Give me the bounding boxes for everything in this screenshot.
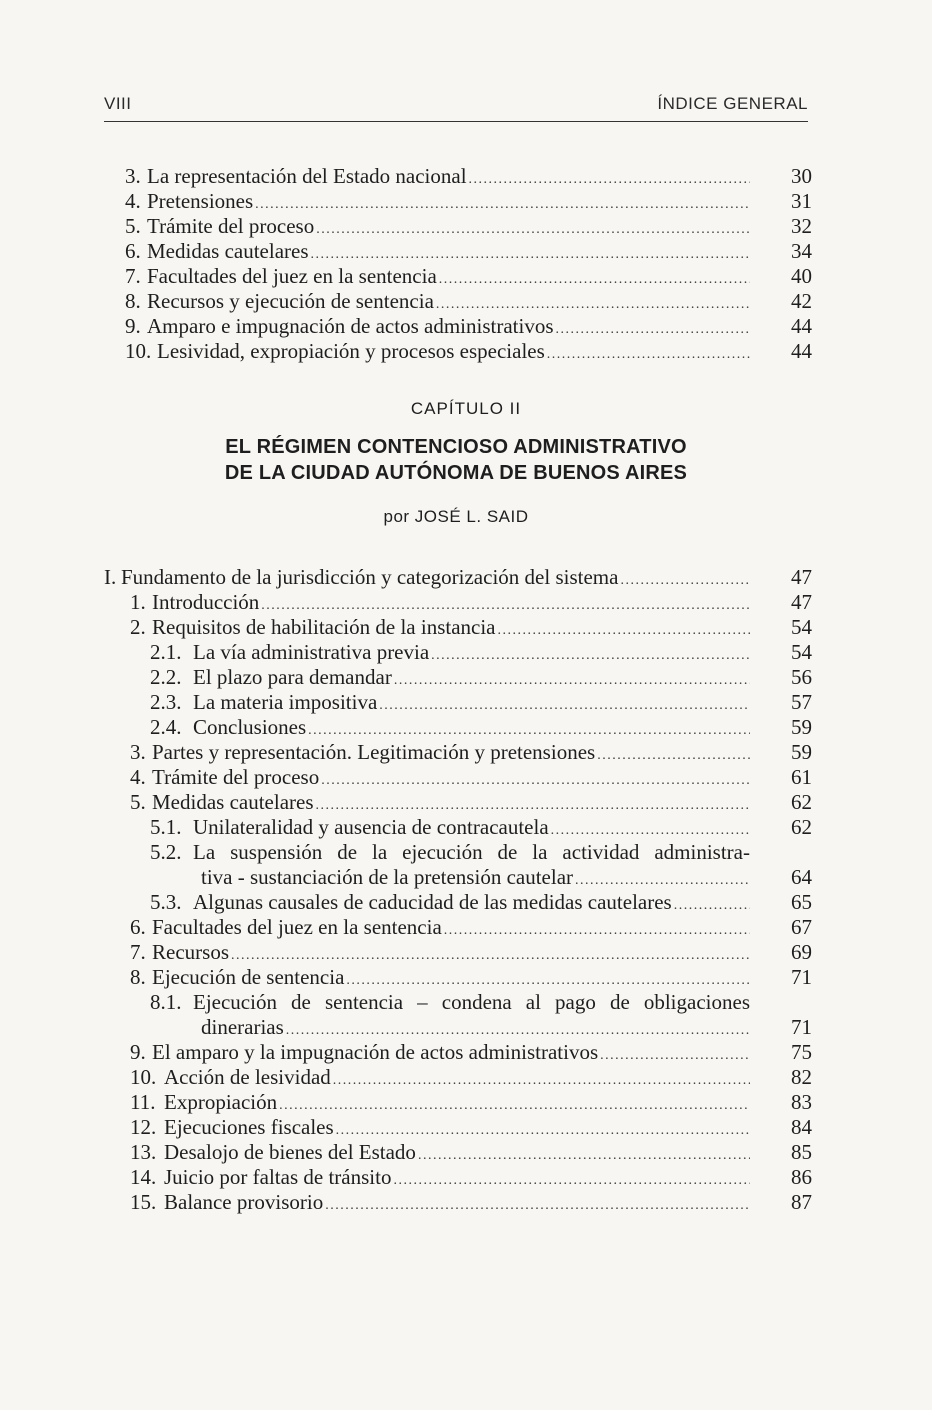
toc-entry-number: 8. <box>130 965 146 989</box>
toc-entry-page: 75 <box>791 1040 812 1064</box>
toc-entry-number: 6. <box>125 239 141 263</box>
toc-entry-title: Juicio por faltas de tránsito <box>164 1165 392 1189</box>
header-rule <box>104 121 808 122</box>
chapter-author: por JOSÉ L. SAID <box>383 507 529 526</box>
toc-entry <box>125 289 812 314</box>
toc-entry <box>104 565 812 590</box>
chapter-title-line-2: DE LA CIUDAD AUTÓNOMA DE BUENOS AIRES <box>224 462 688 484</box>
toc-entry-page: 47 <box>791 565 812 589</box>
page-number: VIII <box>104 94 132 113</box>
toc-entry-title: Acción de lesividad <box>164 1065 331 1089</box>
toc-entry-title: Trámite del proceso <box>147 214 315 238</box>
toc-entry-number: 2. <box>130 615 146 639</box>
toc-entry <box>130 615 812 640</box>
toc-entry <box>150 890 812 915</box>
toc-entry-number: 12. <box>130 1115 157 1139</box>
toc-entry-continuation <box>201 865 812 890</box>
toc-entry-title: Ejecuciones fiscales <box>164 1115 334 1139</box>
toc-entry-page: 83 <box>791 1090 812 1114</box>
toc-entry-title: El plazo para demandar <box>193 665 392 689</box>
toc-entry-title: Ejecución de sentencia <box>152 965 345 989</box>
toc-entry <box>130 965 812 990</box>
toc-entry-page: 54 <box>791 640 812 664</box>
toc-entry-number: 6. <box>130 915 146 939</box>
toc-entry <box>150 990 812 1015</box>
toc-entry-number: 14. <box>130 1165 157 1189</box>
chapter-title-line-1: EL RÉGIMEN CONTENCIOSO ADMINISTRATIVO <box>225 436 687 458</box>
toc-entry-page: 54 <box>791 615 812 639</box>
toc-entry <box>130 590 812 615</box>
toc-entry-number: 11. <box>130 1090 156 1114</box>
toc-entry-page: 64 <box>791 865 812 889</box>
toc-entry-number: I. <box>104 565 117 589</box>
toc-entry-title: Partes y representación. Legitimación y pretensiones <box>152 740 596 764</box>
toc-entry <box>150 815 812 840</box>
toc-entry-page: 62 <box>791 790 812 814</box>
toc-entry <box>130 1065 812 1090</box>
toc-entry-page: 47 <box>791 590 812 614</box>
toc-entry-title: Lesividad, expropiación y procesos especiales <box>157 339 545 363</box>
toc-entry <box>130 1040 812 1065</box>
toc-entry-number: 5. <box>125 214 141 238</box>
toc-entry-number: 7. <box>130 940 146 964</box>
toc-entry-number: 5.2. <box>150 840 182 864</box>
toc-entry <box>125 264 812 289</box>
toc-entry-number: 2.4. <box>150 715 182 739</box>
toc-entry-number: 3. <box>130 740 146 764</box>
toc-entry-page: 30 <box>791 164 812 188</box>
toc-entry-title: La suspensión de la ejecución de la actividad administra- <box>193 840 750 864</box>
toc-entry-page: 71 <box>791 965 812 989</box>
toc-entry-number: 2.1. <box>150 640 182 664</box>
toc-entry-title: Recursos <box>152 940 229 964</box>
toc-entry-page: 34 <box>791 239 812 263</box>
toc-entry-title: Facultades del juez en la sentencia <box>147 264 437 288</box>
toc-entry-page: 42 <box>791 289 812 313</box>
toc-entry-number: 10. <box>130 1065 157 1089</box>
toc-entry-title: Trámite del proceso <box>152 765 320 789</box>
toc-entry-number: 2.2. <box>150 665 182 689</box>
toc-entry-page: 40 <box>791 264 812 288</box>
toc-entry-page: 57 <box>791 690 812 714</box>
toc-entry <box>150 690 812 715</box>
toc-entry <box>125 314 812 339</box>
toc-entry-page: 85 <box>791 1140 812 1164</box>
toc-entry-page: 67 <box>791 915 812 939</box>
toc-entry-number: 5.1. <box>150 815 182 839</box>
toc-entry-title: Expropiación <box>164 1090 278 1114</box>
toc-entry-title: La vía administrativa previa <box>193 640 430 664</box>
toc-entry-title: Medidas cautelares <box>152 790 314 814</box>
toc-entry <box>130 1190 812 1215</box>
toc-entry-number: 10. <box>125 339 152 363</box>
toc-entry-number: 4. <box>125 189 141 213</box>
dot-leader <box>547 342 750 367</box>
toc-entry-title: Desalojo de bienes del Estado <box>164 1140 416 1164</box>
toc-entry <box>130 740 812 765</box>
toc-entry-number: 2.3. <box>150 690 182 714</box>
toc-entry-number: 9. <box>130 1040 146 1064</box>
toc-entry-page: 86 <box>791 1165 812 1189</box>
toc-entry <box>130 1140 812 1165</box>
toc-entry <box>150 840 812 865</box>
toc-entry-page: 61 <box>791 765 812 789</box>
toc-entry-number: 13. <box>130 1140 157 1164</box>
toc-entry <box>130 940 812 965</box>
toc-entry-title: Introducción <box>152 590 260 614</box>
toc-entry-title: Balance provisorio <box>164 1190 324 1214</box>
toc-entry-title: Requisitos de habilitación de la instancia <box>152 615 496 639</box>
toc-entry-page: 44 <box>791 339 812 363</box>
toc-entry-page: 31 <box>791 189 812 213</box>
toc-entry-number: 8. <box>125 289 141 313</box>
toc-entry-title: Conclusiones <box>193 715 307 739</box>
toc-entry-page: 87 <box>791 1190 812 1214</box>
toc-entry <box>125 164 812 189</box>
toc-entry-number: 15. <box>130 1190 157 1214</box>
toc-entry <box>130 1115 812 1140</box>
toc-entry-title: Medidas cautelares <box>147 239 309 263</box>
toc-entry <box>125 239 812 264</box>
toc-entry-page: 32 <box>791 214 812 238</box>
toc-entry-number: 5. <box>130 790 146 814</box>
toc-entry-title: La materia impositiva <box>193 690 378 714</box>
toc-entry-number: 3. <box>125 164 141 188</box>
toc-entry <box>130 765 812 790</box>
toc-entry-number: 8.1. <box>150 990 182 1014</box>
toc-entry-continuation <box>201 1015 812 1040</box>
toc-entry <box>130 790 812 815</box>
toc-entry-title: El amparo y la impugnación de actos administrativos <box>152 1040 599 1064</box>
toc-entry-page: 56 <box>791 665 812 689</box>
toc-entry-page: 62 <box>791 815 812 839</box>
toc-entry-title: La representación del Estado nacional <box>147 164 467 188</box>
toc-entry <box>150 665 812 690</box>
toc-entry-title: Ejecución de sentencia – condena al pago de obligaciones <box>193 990 750 1014</box>
toc-entry <box>125 339 812 364</box>
toc-entry <box>125 189 812 214</box>
toc-entry-number: 5.3. <box>150 890 182 914</box>
toc-entry-title: Recursos y ejecución de sentencia <box>147 289 434 313</box>
toc-entry-title: Pretensiones <box>147 189 254 213</box>
toc-entry <box>130 1165 812 1190</box>
toc-entry <box>150 640 812 665</box>
toc-entry-number: 1. <box>130 590 146 614</box>
toc-entry-page: 59 <box>791 715 812 739</box>
toc-entry-page: 84 <box>791 1115 812 1139</box>
section-title: ÍNDICE GENERAL <box>657 94 808 113</box>
toc-entry-title: Fundamento de la jurisdicción y categorización del sistema <box>121 565 619 589</box>
toc-entry-title-continued: tiva - sustanciación de la pretensión cautelar <box>201 865 574 889</box>
toc-entry-number: 9. <box>125 314 141 338</box>
toc-entry-page: 69 <box>791 940 812 964</box>
toc-entry-page: 59 <box>791 740 812 764</box>
toc-entry-title: Algunas causales de caducidad de las medidas cautelares <box>193 890 672 914</box>
toc-entry <box>125 214 812 239</box>
toc-entry-title: Unilateralidad y ausencia de contracautela <box>193 815 549 839</box>
toc-entry-page: 82 <box>791 1065 812 1089</box>
toc-entry <box>130 915 812 940</box>
toc-entry-title: Amparo e impugnación de actos administrativos <box>147 314 554 338</box>
toc-entry-page: 65 <box>791 890 812 914</box>
toc-entry-number: 7. <box>125 264 141 288</box>
running-head <box>104 94 808 114</box>
chapter-label: CAPÍTULO II <box>410 399 522 418</box>
dot-leader <box>325 1193 750 1218</box>
toc-entry <box>150 715 812 740</box>
toc-entry-number: 4. <box>130 765 146 789</box>
toc-entry <box>130 1090 812 1115</box>
toc-entry-page: 71 <box>791 1015 812 1039</box>
toc-entry-title-continued: dinerarias <box>201 1015 284 1039</box>
toc-entry-title: Facultades del juez en la sentencia <box>152 915 442 939</box>
toc-entry-page: 44 <box>791 314 812 338</box>
